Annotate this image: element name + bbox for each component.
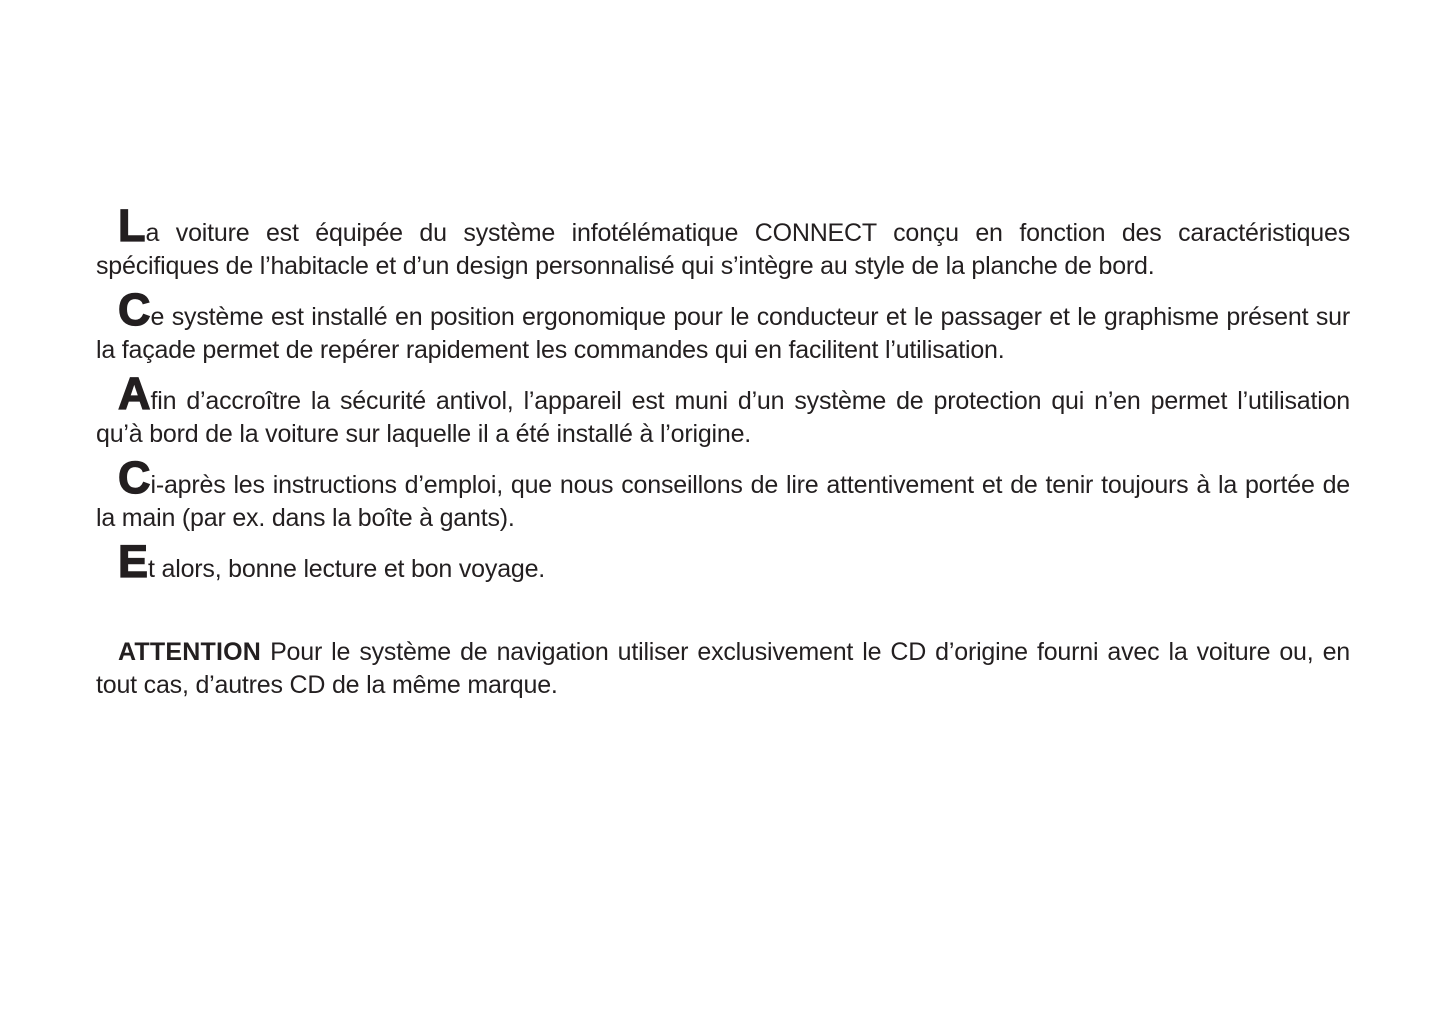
paragraph-2 xyxy=(96,284,1350,367)
paragraph-text: a voiture est équipée du système infotélématique CONNECT conçu en fonction des caractéristiques spécifiques de l’habitacle et d’un design personnalisé qui s’intègre au style de la planche de bord. xyxy=(96,219,1350,280)
initial-letter: C xyxy=(118,452,151,503)
intro-text-block xyxy=(96,200,1350,720)
paragraph-4 xyxy=(96,452,1350,535)
warning-label: ATTENTION xyxy=(118,638,261,666)
paragraph-1 xyxy=(96,200,1350,283)
warning-text: Pour le système de navigation utiliser exclusivement le CD d’origine fourni avec la voiture ou, en tout cas, d’autres CD de la même marque. xyxy=(96,638,1350,699)
paragraph-text: t alors, bonne lecture et bon voyage. xyxy=(148,555,546,583)
initial-letter: A xyxy=(118,368,151,419)
paragraph-text: e système est installé en position ergonomique pour le conducteur et le passager et le graphisme présent sur la façade permet de repérer rapidement les commandes qui en facilitent l’utilisation. xyxy=(96,303,1350,364)
paragraph-5 xyxy=(96,536,1350,587)
warning-paragraph xyxy=(96,636,1350,702)
paragraph-3 xyxy=(96,368,1350,451)
paragraph-text: i-après les instructions d’emploi, que nous conseillons de lire attentivement et de tenir toujours à la portée de la main (par ex. dans la boîte à gants). xyxy=(96,471,1350,532)
initial-letter: E xyxy=(118,536,149,587)
initial-letter: C xyxy=(118,284,151,335)
initial-letter: L xyxy=(118,200,146,251)
paragraph-text: fin d’accroître la sécurité antivol, l’appareil est muni d’un système de protection qui n’en permet l’utilisation qu’à bord de la voiture sur laquelle il a été installé à l’origine. xyxy=(96,387,1350,448)
